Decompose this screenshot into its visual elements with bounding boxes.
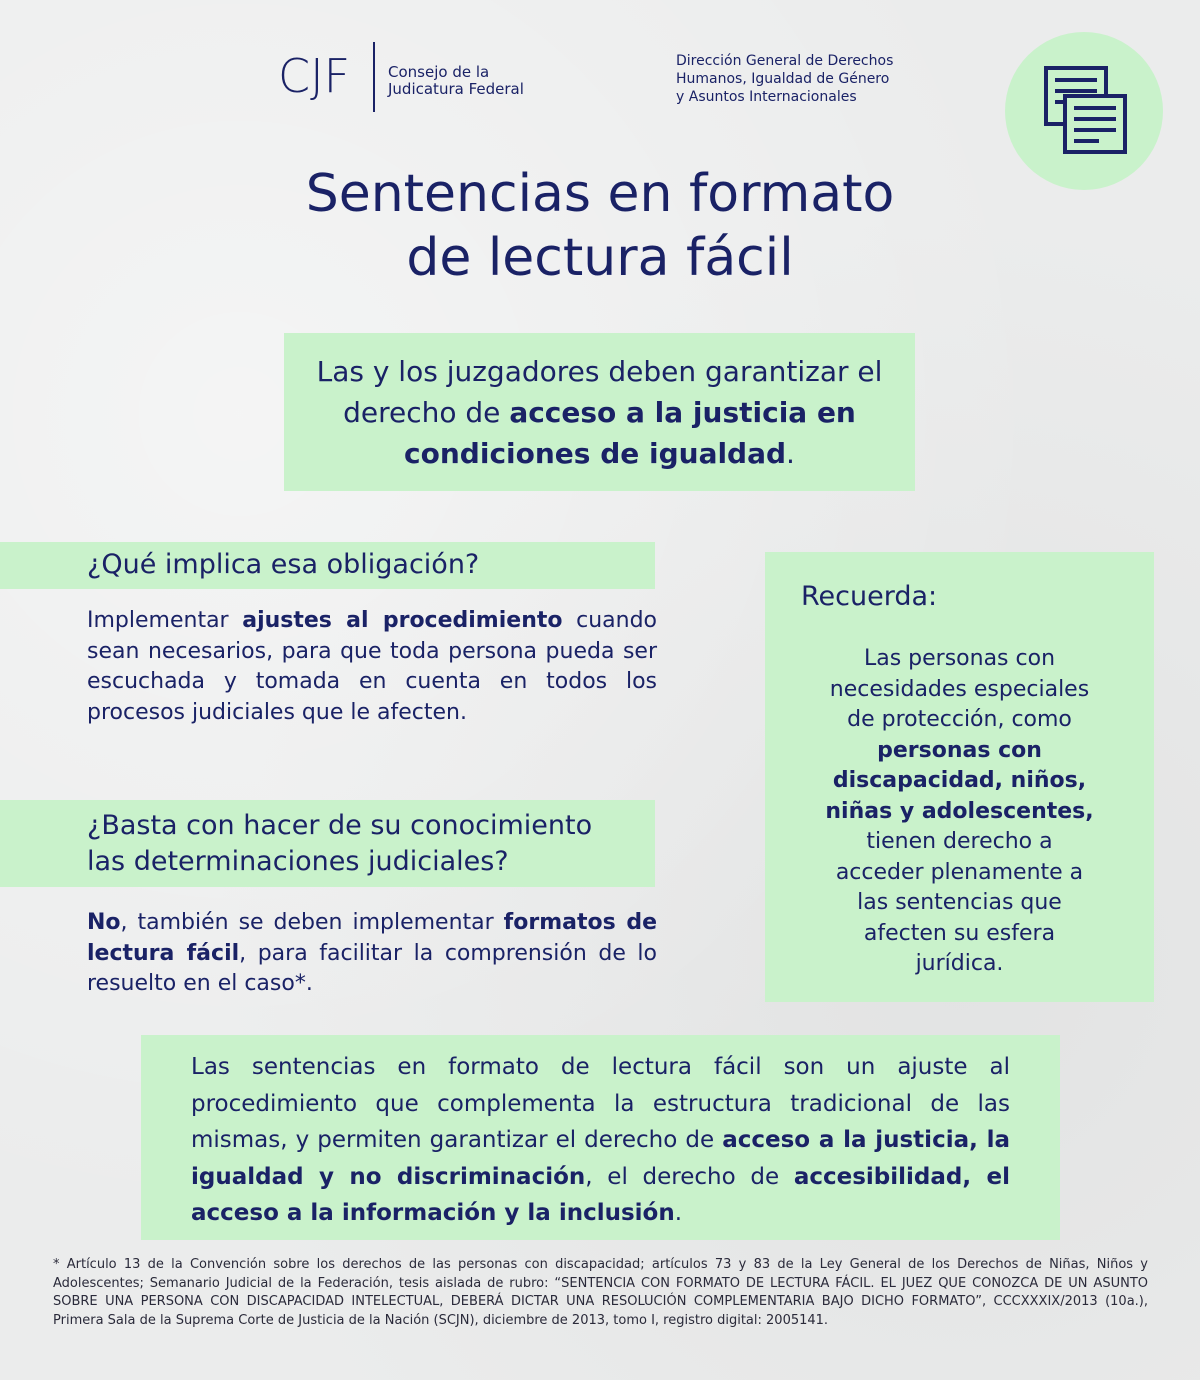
department-name bbox=[676, 52, 893, 106]
conclusion-box bbox=[141, 1035, 1060, 1240]
remember-title: Recuerda: bbox=[801, 581, 938, 612]
remember-line-4: tienen derecho a bbox=[866, 829, 1053, 854]
remember-line-5: acceder plenamente a bbox=[835, 859, 1084, 885]
answer-2 bbox=[87, 908, 657, 1000]
conclusion-bold-2: accesibilidad, el acceso a la información y la inclusión bbox=[191, 1163, 1010, 1226]
conclusion-bold-1: acceso a la justicia, la igualdad y no discriminación bbox=[191, 1127, 1010, 1190]
remember-bold-1: personas con bbox=[877, 737, 1042, 763]
dept-line-2: Humanos, Igualdad de Género bbox=[676, 71, 890, 87]
conclusion-part-2: , el derecho de bbox=[585, 1163, 794, 1190]
documents-icon bbox=[1041, 64, 1131, 156]
question-1-bar bbox=[0, 542, 655, 589]
dept-line-3: y Asuntos Internacionales bbox=[676, 89, 857, 105]
conclusion-text bbox=[191, 1049, 1010, 1232]
question-1: ¿Qué implica esa obligación? bbox=[87, 549, 480, 580]
cjf-logo bbox=[278, 40, 528, 112]
question-2 bbox=[87, 808, 592, 880]
intro-box bbox=[284, 333, 915, 491]
cjf-logo-mark-icon bbox=[278, 42, 358, 106]
answer-1-bold: ajustes al procedimiento bbox=[242, 608, 563, 633]
remember-line-7: afecten su esfera bbox=[863, 920, 1056, 946]
question-2-line-1: ¿Basta con hacer de su conocimiento bbox=[87, 810, 593, 841]
page-title bbox=[0, 162, 1200, 290]
intro-part-1: Las y los juzgadores deben garantizar el derecho de bbox=[316, 355, 883, 429]
remember-line-8: jurídica. bbox=[915, 951, 1004, 976]
title-line-2: de lectura fácil bbox=[406, 228, 794, 288]
answer-2-bold-1: No bbox=[87, 910, 121, 935]
footnote: * Artículo 13 de la Convención sobre los derechos de las personas con discapacidad; artículos 73 y 83 de la Ley General de los Derechos de Niñas, Niños y Adolescentes; Semanario Judicial de la Federación, tesis aislada de rubro: “SENTENCIA CON FORMATO DE LECTURA FÁCIL. EL JUEZ QUE CONOZCA DE UN ASUNTO SOBRE UNA PERSONA CON DISCAPACIDAD INTELECTUAL, DEBERÁ DICTAR UNA RESOLUCIÓN COMPLEMENTARIA BAJO DICHO FORMATO”, CCCXXXIX/2013 (10a.), Primera Sala de la Suprema Corte de Justicia de la Nación (SCJN), diciembre de 2013, tomo I, registro digital: 2005141. bbox=[53, 1257, 1148, 1328]
answer-2-part-1: , también se deben implementar bbox=[120, 910, 504, 935]
logo-line-1: Consejo de la bbox=[388, 63, 490, 81]
remember-line-3: de protección, como bbox=[847, 707, 1072, 732]
logo-divider bbox=[373, 42, 375, 112]
intro-bold: acceso a la justicia en condiciones de igualdad bbox=[404, 396, 856, 470]
logo-text bbox=[388, 64, 524, 98]
answer-1-part-2: cuando sean necesarios, para que toda persona pueda ser escuchada y tomada en cuenta en todos los procesos judiciales que le afecten. bbox=[87, 608, 657, 725]
remember-line-6: las sentencias que bbox=[857, 890, 1062, 915]
dept-line-1: Dirección General de Derechos bbox=[676, 53, 894, 69]
remember-bold-3: niñas y adolescentes, bbox=[825, 798, 1094, 824]
conclusion-part-3: . bbox=[674, 1200, 683, 1226]
answer-1 bbox=[87, 606, 657, 728]
remember-line-2: necesidades especiales bbox=[829, 676, 1090, 702]
answer-2-bold-2: formatos de lectura fácil bbox=[87, 910, 657, 966]
remember-line-1: Las personas con bbox=[863, 646, 1056, 671]
conclusion-part-1: Las sentencias en formato de lectura fácil son un ajuste al procedimiento que complementa la estructura tradicional de las mismas, y permiten garantizar el derecho de bbox=[191, 1054, 1010, 1153]
remember-text bbox=[775, 644, 1144, 980]
question-2-bar bbox=[0, 800, 655, 887]
intro-part-2: . bbox=[786, 437, 795, 470]
svg-text:CJF: CJF bbox=[278, 49, 351, 103]
remember-bold-2: discapacidad, niños, bbox=[832, 768, 1087, 793]
question-2-line-2: las determinaciones judiciales? bbox=[87, 846, 509, 877]
intro-text bbox=[284, 351, 915, 474]
logo-line-2: Judicatura Federal bbox=[388, 80, 524, 98]
answer-1-part-1: Implementar bbox=[87, 608, 243, 633]
title-line-1: Sentencias en formato bbox=[305, 164, 895, 224]
answer-2-part-2: , para facilitar la comprensión de lo resuelto en el caso*. bbox=[87, 940, 657, 996]
remember-box bbox=[765, 552, 1154, 1002]
